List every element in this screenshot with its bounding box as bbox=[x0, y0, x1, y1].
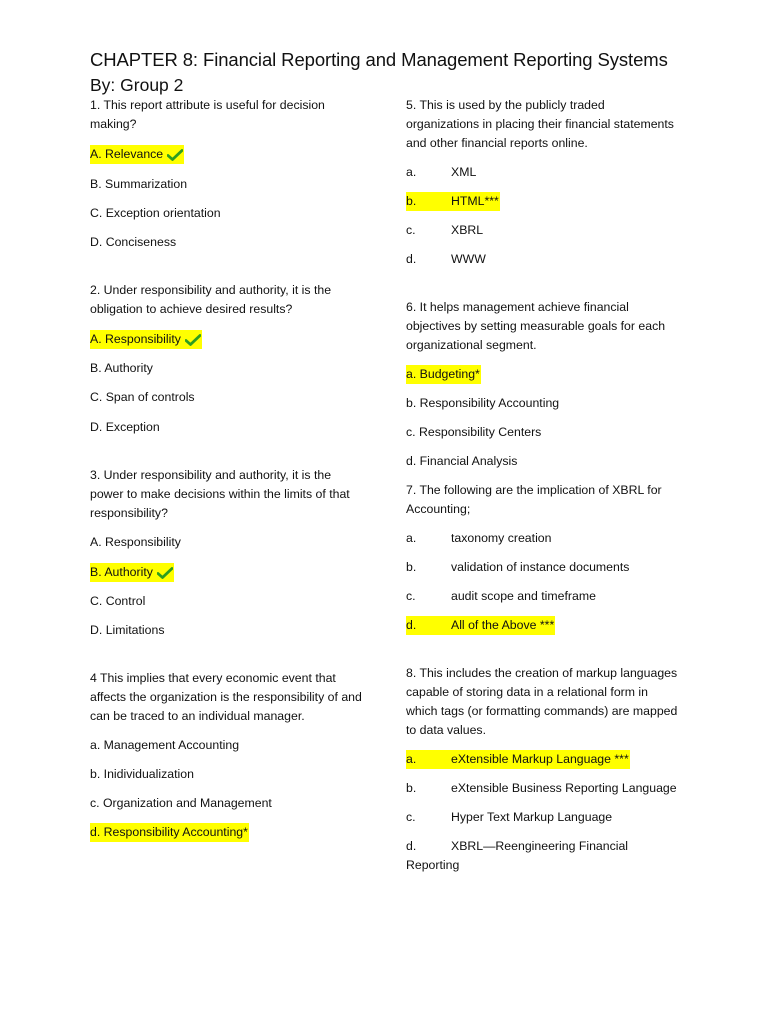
q6-option-a bbox=[406, 365, 678, 384]
q1-option-b: B. Summarization bbox=[90, 177, 188, 191]
q2-option-d: D. Exception bbox=[90, 420, 160, 434]
question-5: 5. This is used by the publicly traded organizations in placing their financial statements and other financial reports online. bbox=[406, 98, 674, 150]
q7-option-c bbox=[406, 587, 678, 606]
question-2: 2. Under responsibility and authority, it is the obligation to achieve desired results? bbox=[90, 283, 332, 316]
q3-option-b-text: B. Authority bbox=[90, 565, 153, 579]
q5-option-d-label: d. bbox=[406, 252, 417, 266]
q8-option-d bbox=[406, 837, 678, 875]
q7-option-b-label: b. bbox=[406, 560, 417, 574]
q5-option-b bbox=[406, 192, 678, 211]
q8-option-c bbox=[406, 808, 678, 827]
question-4: 4 This implies that every economic event that affects the organization is the responsibility of and can be traced to an individual manager. bbox=[90, 671, 362, 723]
q5-option-b-text: HTML*** bbox=[451, 194, 499, 208]
q3-option-a: A. Responsibility bbox=[90, 535, 181, 549]
q6-option-c: c. Responsibility Centers bbox=[406, 425, 542, 439]
q8-option-c-label: c. bbox=[406, 810, 416, 824]
q7-option-b bbox=[406, 558, 678, 577]
left-column bbox=[90, 96, 362, 842]
q7-option-c-text: audit scope and timeframe bbox=[451, 589, 596, 603]
q8-option-d-text: XBRL—Reengineering Financial Reporting bbox=[406, 839, 629, 872]
q7-option-a-text: taxonomy creation bbox=[451, 531, 552, 545]
check-icon bbox=[157, 567, 173, 579]
q2-option-b: B. Authority bbox=[90, 361, 153, 375]
check-icon bbox=[167, 149, 183, 161]
q7-option-d-label: d. bbox=[406, 618, 417, 632]
q5-option-c bbox=[406, 221, 678, 240]
q5-option-b-label: b. bbox=[406, 194, 417, 208]
q8-option-c-text: Hyper Text Markup Language bbox=[451, 810, 613, 824]
page-title: CHAPTER 8: Financial Reporting and Management Reporting Systems bbox=[90, 49, 668, 70]
q1-option-c: C. Exception orientation bbox=[90, 206, 221, 220]
q8-option-b-label: b. bbox=[406, 781, 417, 795]
q5-option-c-text: XBRL bbox=[451, 223, 484, 237]
q5-option-a-text: XML bbox=[451, 165, 477, 179]
right-column bbox=[406, 96, 678, 875]
q7-option-c-label: c. bbox=[406, 589, 416, 603]
page-subtitle: By: Group 2 bbox=[90, 75, 184, 95]
q3-option-b bbox=[90, 563, 362, 582]
q5-option-d-text: WWW bbox=[451, 252, 486, 266]
check-icon bbox=[185, 334, 201, 346]
q8-option-a-text: eXtensible Markup Language *** bbox=[451, 752, 629, 766]
question-1: 1. This report attribute is useful for decision making? bbox=[90, 98, 325, 131]
q2-option-a bbox=[90, 330, 362, 349]
q4-option-a: a. Management Accounting bbox=[90, 738, 240, 752]
q5-option-a-label: a. bbox=[406, 165, 417, 179]
q5-option-c-label: c. bbox=[406, 223, 416, 237]
q8-option-a-label: a. bbox=[406, 752, 417, 766]
q8-option-b-text: eXtensible Business Reporting Language bbox=[451, 781, 677, 795]
q8-option-a bbox=[406, 750, 678, 769]
q7-option-b-text: validation of instance documents bbox=[451, 560, 630, 574]
q7-option-d-text: All of the Above *** bbox=[451, 618, 555, 632]
q7-option-d bbox=[406, 616, 678, 635]
q6-option-d: d. Financial Analysis bbox=[406, 454, 518, 468]
q6-option-a-text: a. Budgeting* bbox=[406, 365, 481, 384]
q4-option-c: c. Organization and Management bbox=[90, 796, 272, 810]
question-7: 7. The following are the implication of XBRL for Accounting; bbox=[406, 483, 662, 516]
q7-option-a-label: a. bbox=[406, 531, 417, 545]
q3-option-c: C. Control bbox=[90, 594, 146, 608]
q5-option-d bbox=[406, 250, 678, 269]
q1-option-a bbox=[90, 145, 362, 164]
q8-option-b bbox=[406, 779, 678, 798]
q3-option-d: D. Limitations bbox=[90, 623, 165, 637]
q5-option-a bbox=[406, 163, 678, 182]
question-6: 6. It helps management achieve financial objectives by setting measurable goals for each organizational segment. bbox=[406, 300, 666, 352]
q4-option-d-text: d. Responsibility Accounting* bbox=[90, 823, 249, 842]
q8-option-d-label: d. bbox=[406, 839, 417, 853]
q2-option-c: C. Span of controls bbox=[90, 390, 195, 404]
q6-option-b: b. Responsibility Accounting bbox=[406, 396, 560, 410]
q4-option-b: b. Inidividualization bbox=[90, 767, 194, 781]
q1-option-d: D. Conciseness bbox=[90, 235, 177, 249]
question-8: 8. This includes the creation of markup languages capable of storing data in a relational form in which tags (or formatting commands) are mapped to data values. bbox=[406, 666, 678, 737]
q7-option-a bbox=[406, 529, 678, 548]
q4-option-d bbox=[90, 823, 362, 842]
q1-option-a-text: A. Relevance bbox=[90, 147, 164, 161]
q2-option-a-text: A. Responsibility bbox=[90, 332, 181, 346]
question-3: 3. Under responsibility and authority, it is the power to make decisions within the limits of that responsibility? bbox=[90, 468, 350, 520]
